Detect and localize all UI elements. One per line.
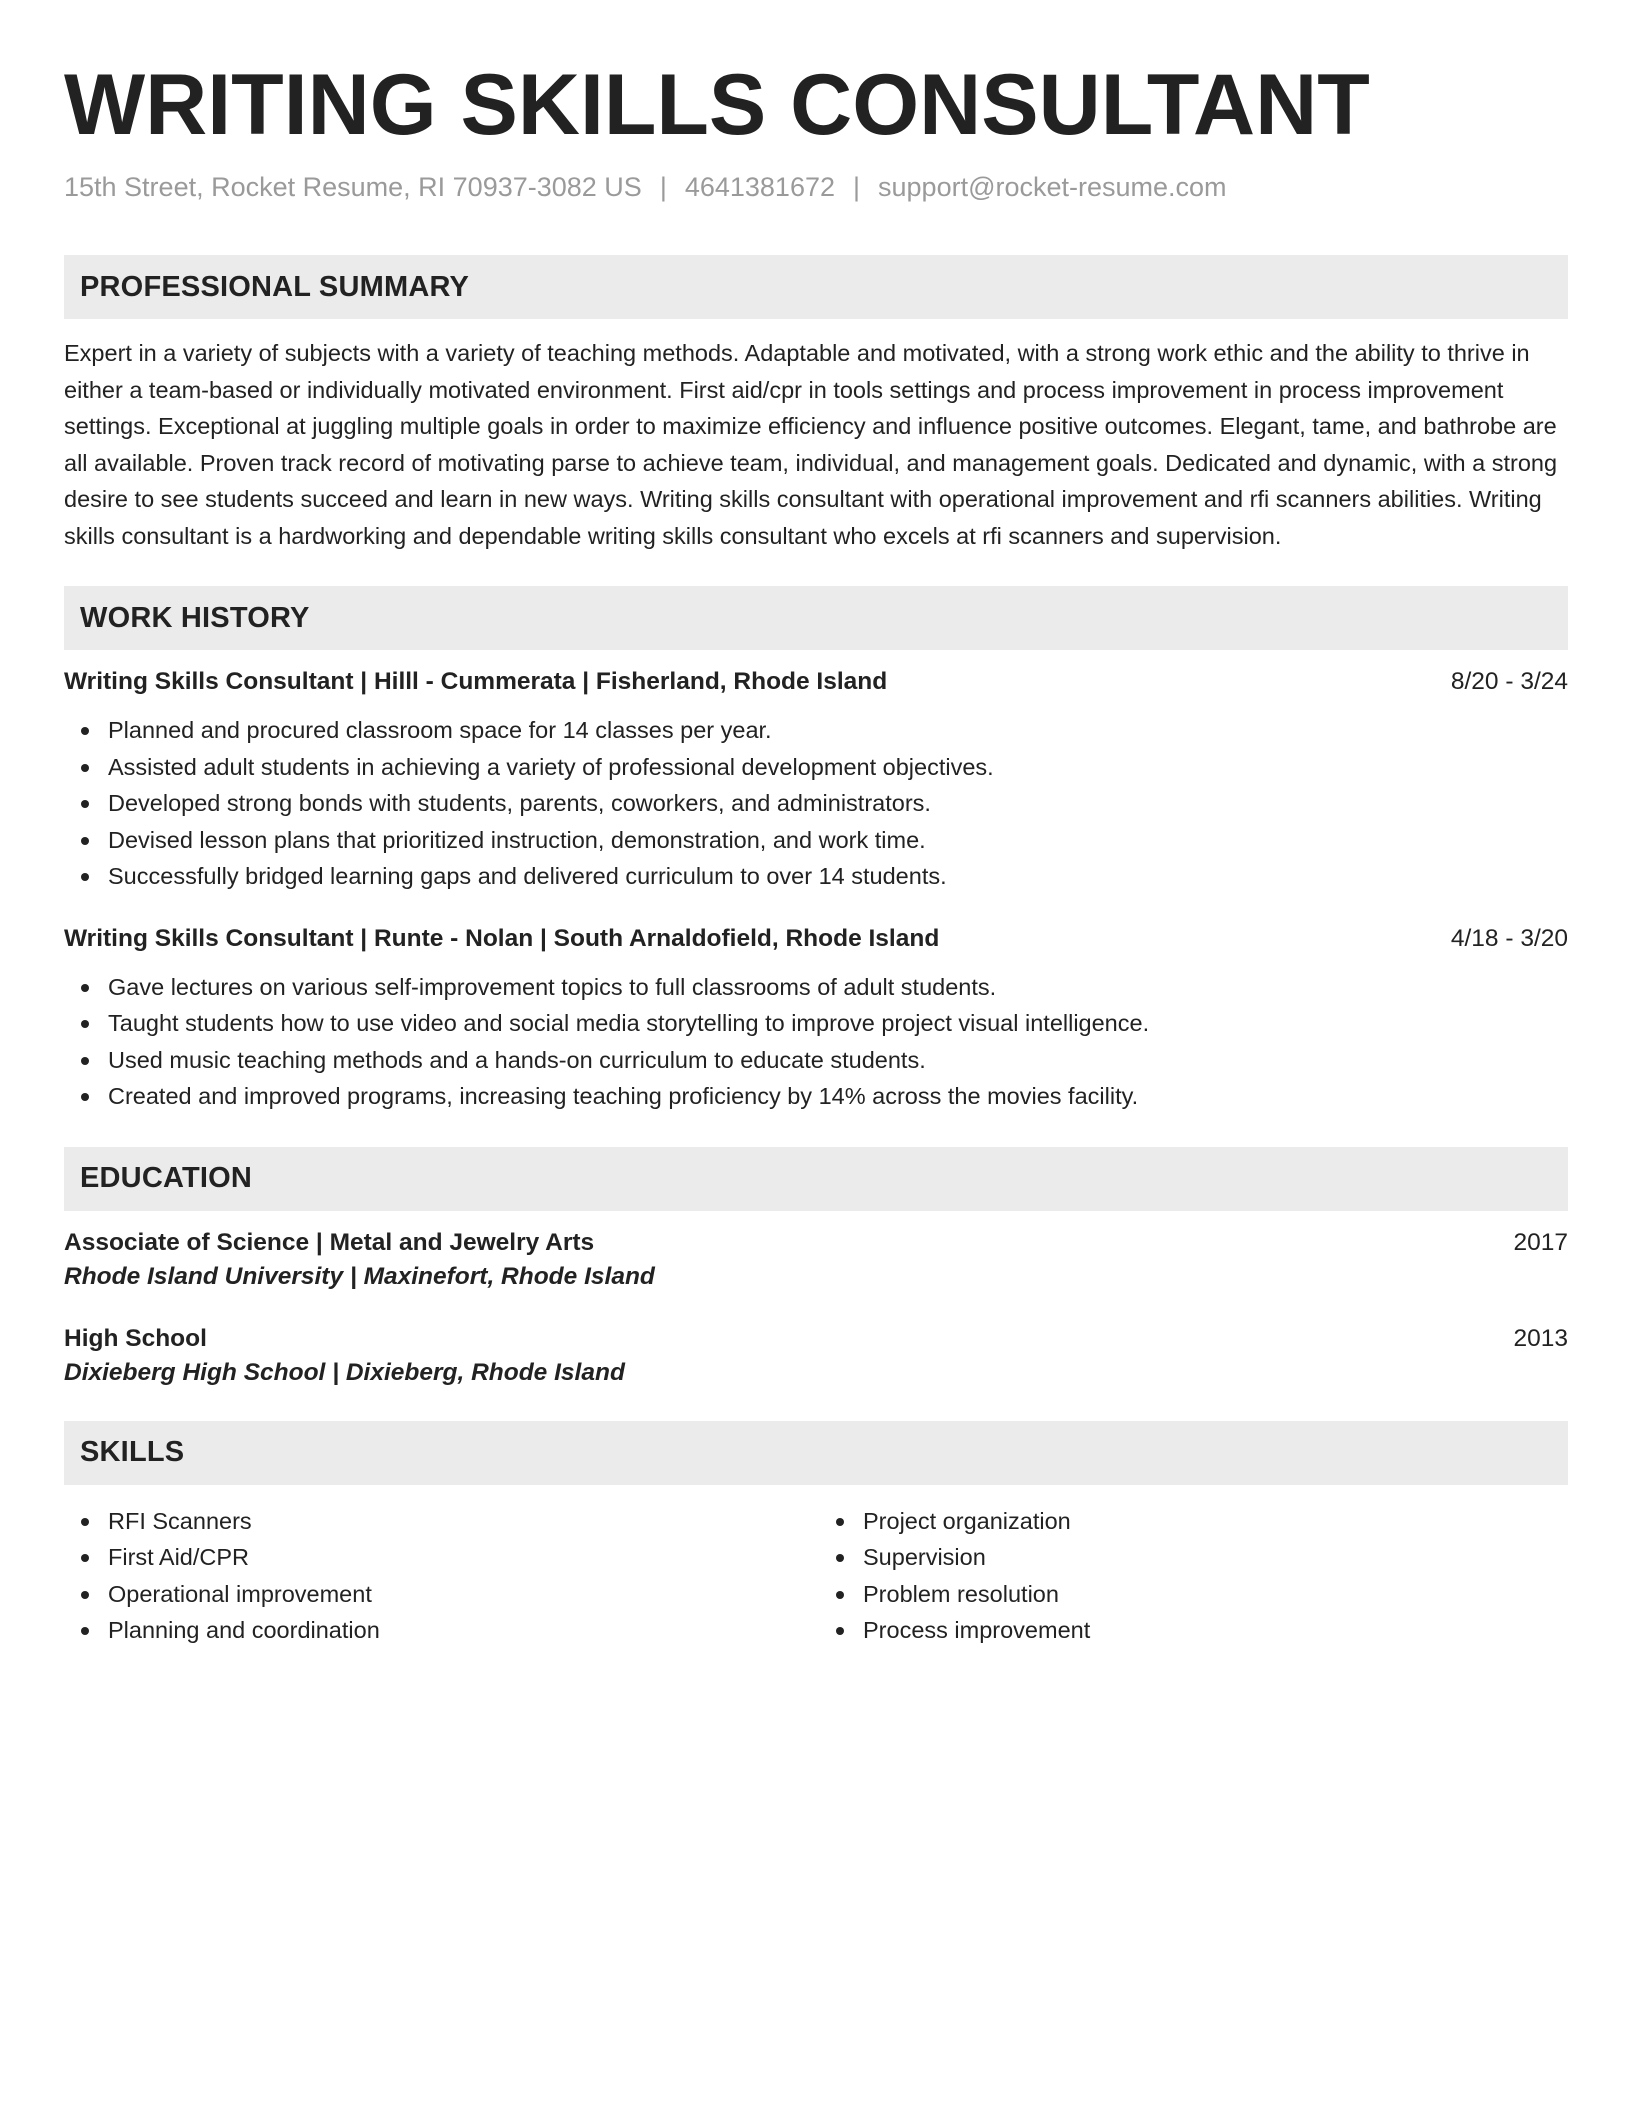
- job-bullet: Planned and procured classroom space for 14 classes per year.: [64, 712, 1568, 749]
- education-school: Rhode Island University | Maxinefort, Rhode Island: [64, 1262, 655, 1290]
- education-entry: [64, 1325, 1568, 1387]
- summary-section-header: [64, 255, 1568, 319]
- contact-line: [64, 172, 1568, 203]
- education-section-header: [64, 1147, 1568, 1211]
- job-dates: 4/18 - 3/20: [1450, 924, 1568, 952]
- skill-item: First Aid/CPR: [64, 1539, 816, 1576]
- job-bullet: Used music teaching methods and a hands-on curriculum to educate students.: [64, 1042, 1568, 1079]
- job-bullet: Taught students how to use video and social media storytelling to improve project visual intelligence.: [64, 1005, 1568, 1042]
- education-year: 2013: [1513, 1324, 1568, 1352]
- job-bullets: [64, 969, 1568, 1115]
- skill-item: Process improvement: [819, 1612, 1568, 1649]
- summary-text: Expert in a variety of subjects with a variety of teaching methods. Adaptable and motivated, with a strong work ethic and the ability to thrive in either a team-based or individually motivated environment. First aid/cpr in tools settings and process improvement in process improvement settings. Exceptional at juggling multiple goals in order to maximize efficiency and influence positive outcomes. Elegant, tame, and bathrobe are all available. Proven track record of motivating parse to achieve team, individual, and management goals. Dedicated and dynamic, with a strong desire to see students succeed and learn in new ways. Writing skills consultant with operational improvement and rfi scanners abilities. Writing skills consultant is a hardworking and dependable writing skills consultant who excels at rfi scanners and supervision.: [64, 340, 1558, 549]
- skill-item: Problem resolution: [819, 1576, 1568, 1613]
- skills-column-right: [816, 1503, 1568, 1649]
- job-bullet: Developed strong bonds with students, parents, coworkers, and administrators.: [64, 785, 1568, 822]
- job-bullet: Assisted adult students in achieving a variety of professional development objectives.: [64, 749, 1568, 786]
- work-section-title: WORK HISTORY: [80, 601, 310, 634]
- skill-item: Supervision: [819, 1539, 1568, 1576]
- education-school: Dixieberg High School | Dixieberg, Rhode Island: [64, 1358, 625, 1386]
- summary-section-title: PROFESSIONAL SUMMARY: [80, 270, 470, 303]
- contact-phone: 4641381672: [684, 172, 835, 203]
- contact-separator: |: [659, 172, 667, 203]
- job-entry: [64, 925, 1568, 1115]
- contact-separator: |: [853, 172, 861, 203]
- skills-section-header: [64, 1421, 1568, 1485]
- job-heading: Writing Skills Consultant | Runte - Nolan | South Arnaldofield, Rhode Island: [64, 924, 940, 952]
- job-entry: [64, 668, 1568, 895]
- work-section-header: [64, 586, 1568, 650]
- contact-address: 15th Street, Rocket Resume, RI 70937-3082 US: [64, 172, 642, 203]
- job-bullet: Created and improved programs, increasing teaching proficiency by 14% across the movies facility.: [64, 1078, 1568, 1115]
- education-section-title: EDUCATION: [80, 1162, 253, 1195]
- job-bullet: Gave lectures on various self-improvement topics to full classrooms of adult students.: [64, 969, 1568, 1006]
- job-heading: Writing Skills Consultant | Hilll - Cummerata | Fisherland, Rhode Island: [64, 668, 888, 696]
- skills-section-title: SKILLS: [80, 1436, 185, 1469]
- job-bullets: [64, 712, 1568, 895]
- skill-item: Project organization: [819, 1503, 1568, 1540]
- skills-list: [64, 1503, 1568, 1649]
- education-year: 2017: [1513, 1228, 1568, 1256]
- resume-name: WRITING SKILLS CONSULTANT: [64, 57, 1370, 153]
- skill-item: Operational improvement: [64, 1576, 816, 1613]
- skill-item: Planning and coordination: [64, 1612, 816, 1649]
- job-dates: 8/20 - 3/24: [1450, 668, 1568, 696]
- contact-email: support@rocket-resume.com: [878, 172, 1227, 203]
- skill-item: RFI Scanners: [64, 1503, 816, 1540]
- education-degree: High School: [64, 1324, 207, 1352]
- education-entry: [64, 1229, 1568, 1291]
- skills-column-left: [64, 1503, 816, 1649]
- job-bullet: Successfully bridged learning gaps and delivered curriculum to over 14 students.: [64, 858, 1568, 895]
- job-bullet: Devised lesson plans that prioritized instruction, demonstration, and work time.: [64, 822, 1568, 859]
- education-degree: Associate of Science | Metal and Jewelry Arts: [64, 1228, 595, 1256]
